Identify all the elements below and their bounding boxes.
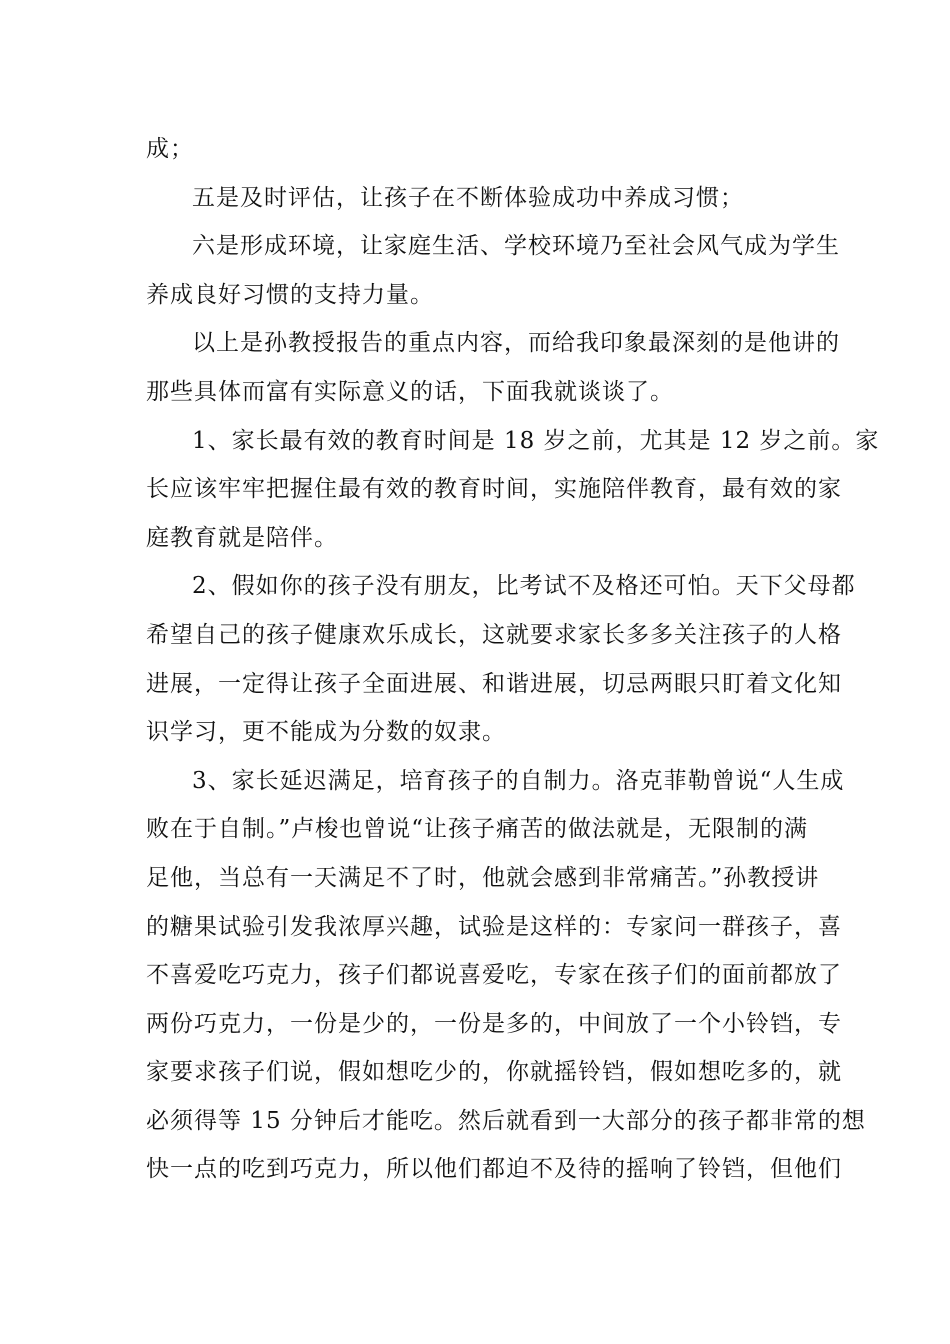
text-line: 不喜爱吃巧克力，孩子们都说喜爱吃，专家在孩子们的面前都放了	[146, 962, 842, 989]
text-line: 以上是孙教授报告的重点内容，而给我印象最深刻的是他讲的	[192, 330, 840, 357]
text-line: 家要求孩子们说，假如想吃少的，你就摇铃铛，假如想吃多的，就	[146, 1059, 842, 1086]
text-line: 五是及时评估，让孩子在不断体验成功中养成习惯；	[192, 184, 744, 211]
text-line: 那些具体而富有实际意义的话，下面我就谈谈了。	[146, 378, 674, 405]
text-line: 养成良好习惯的支持力量。	[146, 281, 434, 308]
paragraph-4	[146, 319, 840, 416]
paragraph-5	[146, 417, 880, 563]
text-line: 败在于自制。”卢梭也曾说“让孩子痛苦的做法就是，无限制的满	[146, 816, 809, 843]
text-line: 快一点的吃到巧克力，所以他们都迫不及待的摇响了铃铛，但他们	[146, 1156, 842, 1183]
text-line: 的糖果试验引发我浓厚兴趣，试验是这样的：专家问一群孩子，喜	[146, 913, 842, 940]
text-line: 2、假如你的孩子没有朋友，比考试不及格还可怕。天下父母都	[192, 573, 856, 600]
text-line: 必须得等 15 分钟后才能吃。然后就看到一大部分的孩子都非常的想	[146, 1107, 866, 1134]
text-line: 1、家长最有效的教育时间是 18 岁之前，尤其是 12 岁之前。家	[192, 427, 880, 454]
text-line: 成；	[146, 136, 194, 162]
paragraph-6	[146, 562, 856, 756]
paragraph-1	[146, 125, 810, 174]
text-line: 六是形成环境，让家庭生活、学校环境乃至社会风气成为学生	[192, 233, 840, 260]
document-body	[146, 125, 880, 1194]
text-line: 长应该牢牢把握住最有效的教育时间，实施陪伴教育，最有效的家	[146, 476, 842, 503]
text-line: 两份巧克力，一份是少的，一份是多的，中间放了一个小铃铛，专	[146, 1010, 842, 1037]
text-line: 识学习，更不能成为分数的奴隶。	[146, 719, 506, 746]
text-line: 足他，当总有一天满足不了时，他就会感到非常痛苦。”孙教授讲	[146, 864, 820, 891]
paragraph-7	[146, 757, 866, 1194]
text-line: 庭教育就是陪伴。	[146, 524, 338, 551]
text-line: 3、家长延迟满足，培育孩子的自制力。洛克菲勒曾说“人生成	[192, 767, 845, 794]
text-line: 希望自己的孩子健康欢乐成长，这就要求家长多多关注孩子的人格	[146, 621, 842, 648]
paragraph-3	[146, 222, 840, 319]
paragraph-2	[146, 174, 810, 223]
text-line: 进展，一定得让孩子全面进展、和谐进展，切忌两眼只盯着文化知	[146, 670, 842, 697]
